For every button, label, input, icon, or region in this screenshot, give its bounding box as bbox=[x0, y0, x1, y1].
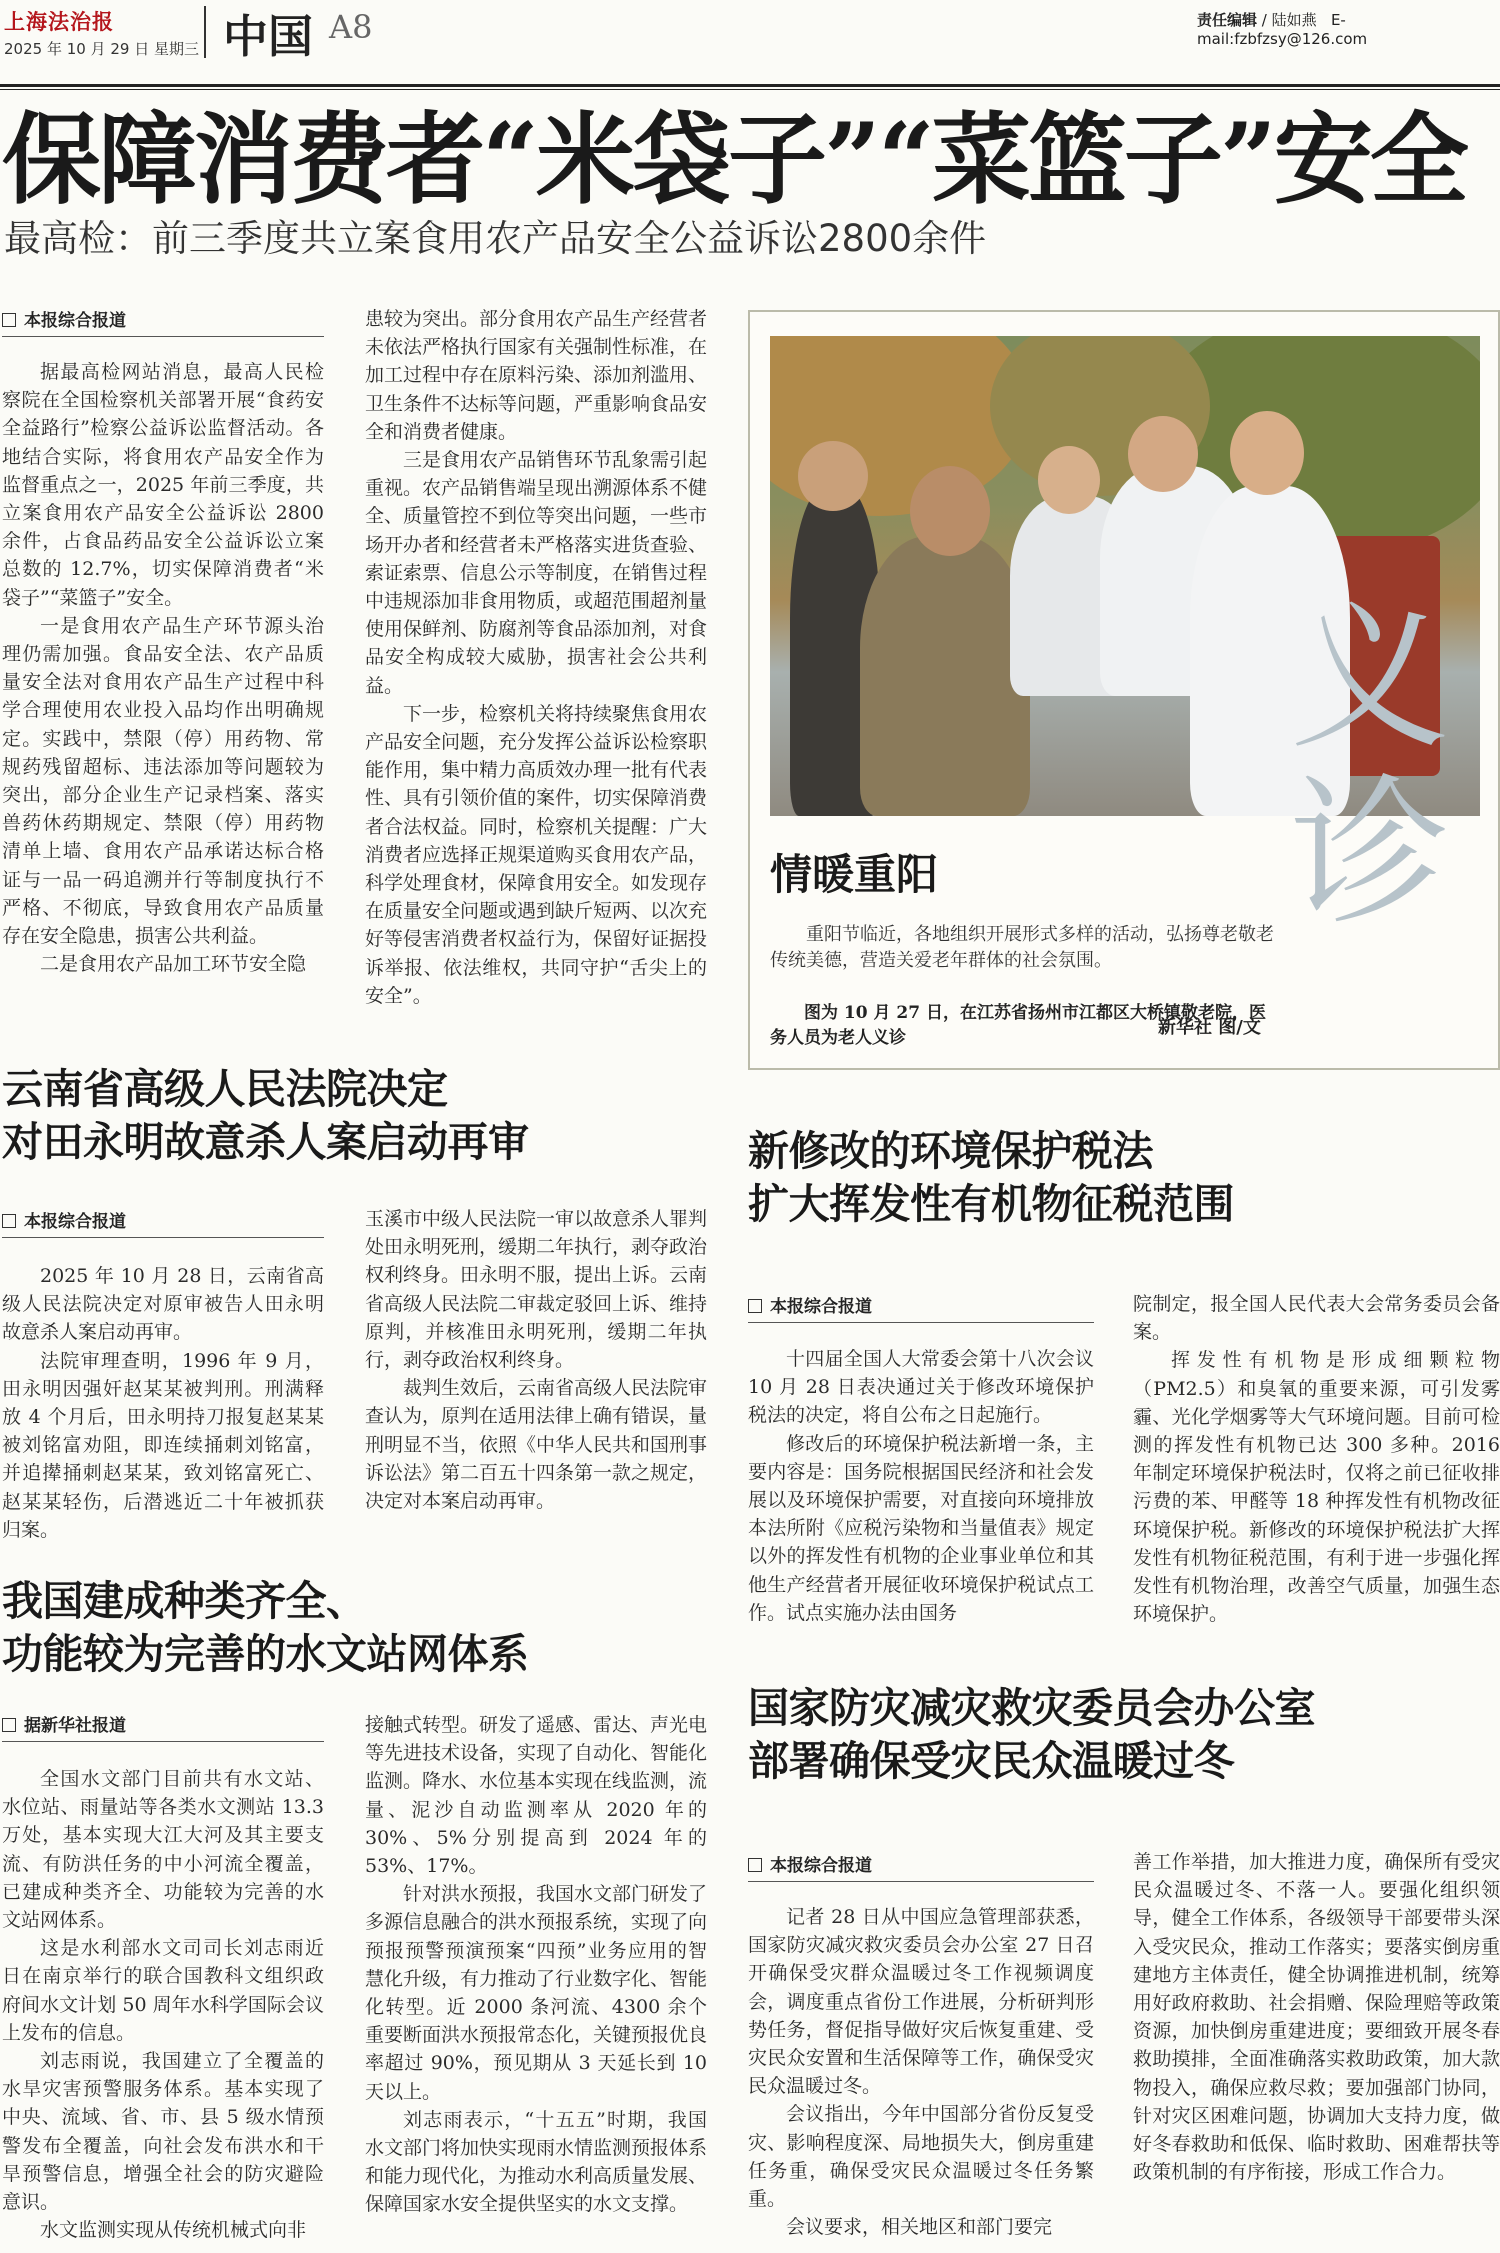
story4-byline: 据新华社报道 bbox=[2, 1711, 126, 1736]
byline-box-icon bbox=[2, 313, 16, 327]
lead-subheadline: 最高检：前三季度共立案食用农产品安全公益诉讼2800余件 bbox=[4, 217, 987, 260]
byline-rule bbox=[748, 1322, 1094, 1323]
masthead-rule-thin bbox=[0, 89, 1500, 90]
issue-date: 2025 年 10 月 29 日 星期三 bbox=[4, 40, 199, 58]
page-number: A8 bbox=[329, 8, 373, 46]
lead-byline: 本报综合报道 bbox=[2, 306, 126, 331]
story2-headline: 云南省高级人民法院决定 对田永明故意杀人案启动再审 bbox=[2, 1065, 529, 1166]
byline-rule bbox=[748, 1881, 1094, 1882]
byline-box-icon bbox=[2, 1718, 16, 1732]
byline-box-icon bbox=[2, 1214, 16, 1228]
story2-column-2: 玉溪市中级人民法院一审以故意杀人罪判处田永明死刑，缓期二年执行，剥夺政治权利终身。田永明不服，提出上诉。云南省高级人民法院二审裁定驳回上诉、维持原判，并核准田永明死刑，缓期二年执行，剥夺政治权利终身。 裁判生效后，云南省高级人民法院审查认为，原判在适用法律上确有错误，量刑明显不当，依照《中华人民共和国刑事诉讼法》第二百五十四条第一款之规定，决定对本案启动再审。 bbox=[365, 1208, 708, 1513]
masthead-divider bbox=[204, 6, 206, 58]
lead-column-2: 患较为突出。部分食用农产品生产经营者未依法严格执行国家有关强制性标准，在加工过程中存在原料污染、添加剂滥用、卫生条件不达标等问题，严重影响食品安全和消费者健康。 三是食用农产品销售环节乱象需引起重视。农产品销售端呈现出溯源体系不健全、质量管控不到位等突出问题，一些市场开办者和经营者未严格落实进货查验、索证索票、信息公示等制度，在销售过程中违规添加非食用物质，或超范围超剂量使用保鲜剂、防腐剂等食品添加剂，对食品安全构成较大威胁，损害社会公共利益。 下一步，检察机关将持续聚焦食用农产品安全问题，充分发挥公益诉讼检察职能作用，集中精力高质效办理一批有代表性、具有引领价值的案件，切实保障消费者合法权益。同时，检察机关提醒：广大消费者应选择正规渠道购买食用农产品，科学处理食材，保障食用安全。如发现存在质量安全问题或遇到缺斤短两、以次充好等侵害消费者权益行为，保留好证据投诉举报、依法维权，共同守护“舌尖上的安全”。 bbox=[365, 308, 708, 1007]
photo-credit: 新华社 图/文 bbox=[1158, 1017, 1261, 1038]
story5-headline: 国家防灾减灾救灾委员会办公室 部署确保受灾民众温暖过冬 bbox=[748, 1684, 1315, 1785]
byline-box-icon bbox=[748, 1299, 762, 1313]
editor-info: 责任编辑 / 陆如燕 E-mail:fzbfzsy@126.com bbox=[1197, 11, 1368, 48]
lead-column-1: 据最高检网站消息，最高人民检察院在全国检察机关部署开展“食药安全益路行”检察公益诉讼监督活动。各地结合实际，将食用农产品安全作为监督重点之一，2025 年前三季度，共立案食用农产品安全公益诉讼 2800 余件，占食品药品安全公益诉讼立案总数的 12.7%，切实保障消费者“米袋子”“菜篮子”安全。 一是食用农产品生产环节源头治理仍需加强。食品安全法、农产品质量安全法对食用农产品生产过程中科学合理使用农业投入品均作出明确规定。实践中，禁限（停）用药物、常规药残留超标、违法添加等问题较为突出，部分企业生产记录档案、落实兽药休药期规定、禁限（停）用药物清单上墙、食用农产品承诺达标合格证与一品一码追溯并行等制度执行不严格、不彻底，导致食用农产品质量存在安全隐患，损害公共利益。 二是食用农产品加工环节安全隐 bbox=[2, 361, 324, 976]
story3-headline: 新修改的环境保护税法 扩大挥发性有机物征税范围 bbox=[748, 1127, 1234, 1228]
editor-name: 陆如燕 bbox=[1271, 11, 1317, 29]
masthead-rule bbox=[0, 84, 1500, 87]
decorative-title: 义诊 bbox=[1290, 584, 1451, 947]
story4-column-1: 全国水文部门目前共有水文站、水位站、雨量站等各类水文测站 13.3 万处，基本实现大江大河及其主要支流、有防洪任务的中小河流全覆盖，已建成种类齐全、功能较为完善的水文站网体系。 这是水利部水文司司长刘志雨近日在南京举行的联合国教科文组织政府间水文计划 50 周年水科学国际会议上发布的信息。 刘志雨说，我国建立了全覆盖的水旱灾害预警服务体系。基本实现了中央、流域、省、市、县 5 级水情预警发布全覆盖，向社会发布洪水和干旱预警信息，增强全社会的防灾避险意识。 水文监测实现从传统机械式向非 bbox=[2, 1768, 324, 2242]
story5-byline: 本报综合报道 bbox=[748, 1851, 872, 1876]
editor-label: 责任编辑 bbox=[1197, 11, 1258, 29]
photo-credit-line: 图为 10 月 27 日，在江苏省扬州市江都区大桥镇敬老院，医务人员为老人义诊 bbox=[770, 1003, 1266, 1048]
story4-headline: 我国建成种类齐全、 功能较为完善的水文站网体系 bbox=[2, 1577, 529, 1678]
story2-byline: 本报综合报道 bbox=[2, 1207, 126, 1232]
story3-column-2: 院制定，报全国人民代表大会常务委员会备案。 挥发性有机物是形成细颗粒物（PM2.5）和臭氧的重要来源，可引发雾霾、光化学烟雾等大气环境问题。目前可检测的挥发性有机物已达 300 多种。2016 年制定环境保护税法时，仅将之前已征收排污费的苯、甲醛等 18 种挥发性有机物改征环境保护税。新修改的环境保护税法扩大挥发性有机物征税范围，有利于进一步强化挥发性有机物治理，改善空气质量，加强生态环境保护。 bbox=[1133, 1293, 1500, 1626]
story5-column-2: 善工作举措，加大推进力度，确保所有受灾民众温暖过冬、不落一人。要强化组织领导，健全工作体系，各级领导干部要带头深入受灾民众，推动工作落实；要落实倒房重建地方主体责任，健全协调推进机制，统筹用好政府救助、社会捐赠、保险理赔等政策资源，加快倒房重建进度；要细致开展冬春救助摸排，全面准确落实救助政策，加大款物投入，确保应救尽救；要加强部门协同，针对灾区困难问题，协调加大支持力度，做好冬春救助和低保、临时救助、困难帮扶等政策机制的有序衔接，形成工作合力。 bbox=[1133, 1851, 1500, 2184]
byline-rule bbox=[2, 336, 324, 337]
newspaper-logo: 上海法治报 bbox=[4, 9, 114, 34]
story3-byline: 本报综合报道 bbox=[748, 1292, 872, 1317]
byline-box-icon bbox=[748, 1858, 762, 1872]
byline-rule bbox=[2, 1237, 324, 1238]
editor-email: E-mail:fzbfzsy@126.com bbox=[1197, 11, 1368, 48]
lead-headline: 保障消费者“米袋子”“菜篮子”安全 bbox=[2, 102, 1466, 218]
section-name: 中国 bbox=[223, 10, 314, 63]
story2-column-1: 2025 年 10 月 28 日，云南省高级人民法院决定对原审被告人田永明故意杀人案启动再审。 法院审理查明，1996 年 9 月，田永明因强奸赵某某被判刑。刑满释放 4 个月后，田永明持刀报复赵某某被刘铭富劝阻，即连续捅刺刘铭富，并追撵捅刺赵某某，致刘铭富死亡、赵某某轻伤，后潜逃近二十年被抓获归案。 bbox=[2, 1265, 324, 1541]
story3-column-1: 十四届全国人大常委会第十八次会议 10 月 28 日表决通过关于修改环境保护税法的决定，将自公布之日起施行。 修改后的环境保护税法新增一条，主要内容是：国务院根据国民经济和社会发展以及环境保护需要，对直接向环境排放本法所附《应税污染物和当量值表》规定以外的挥发性有机物的企业事业单位和其他生产经营者开展征收环境保护税试点工作。试点实施办法由国务 bbox=[748, 1348, 1094, 1624]
story4-column-2: 接触式转型。研发了遥感、雷达、声光电等先进技术设备，实现了自动化、智能化监测。降水、水位基本实现在线监测，流量、泥沙自动监测率从 2020 年的 30%、5%分别提高到 2024 年的 53%、17%。 针对洪水预报，我国水文部门研发了多源信息融合的洪水预报系统，实现了向预报预警预演预案“四预”业务应用的智慧化升级，有力推动了行业数字化、智能化转型。近 2000 条河流、4300 余个重要断面洪水预报常态化，关键预报优良率超过 90%，预见期从 3 天延长到 10 天以上。 刘志雨表示，“十五五”时期，我国水文部门将加快实现雨水情监测预报体系和能力现代化，为推动水利高质量发展、保障国家水安全提供坚实的水文支撑。 bbox=[365, 1714, 708, 2216]
story5-column-1: 记者 28 日从中国应急管理部获悉，国家防灾减灾救灾委员会办公室 27 日召开确保受灾群众温暖过冬工作视频调度会，调度重点省份工作进展，分析研判形势任务，督促指导做好灾后恢复重建、受灾民众安置和生活保障等工作，确保受灾民众温暖过冬。 会议指出，今年中国部分省份反复受灾、影响程度深、局地损失大，倒房重建任务重，确保受灾民众温暖过冬任务繁重。 会议要求，相关地区和部门要完 bbox=[748, 1906, 1094, 2239]
photo-title: 情暖重阳 bbox=[770, 850, 939, 899]
byline-rule bbox=[2, 1741, 324, 1742]
photo-caption: 重阳节临近，各地组织开展形式多样的活动，弘扬尊老敬老传统美德，营造关爱老年群体的社会氛围。 bbox=[770, 924, 1274, 971]
